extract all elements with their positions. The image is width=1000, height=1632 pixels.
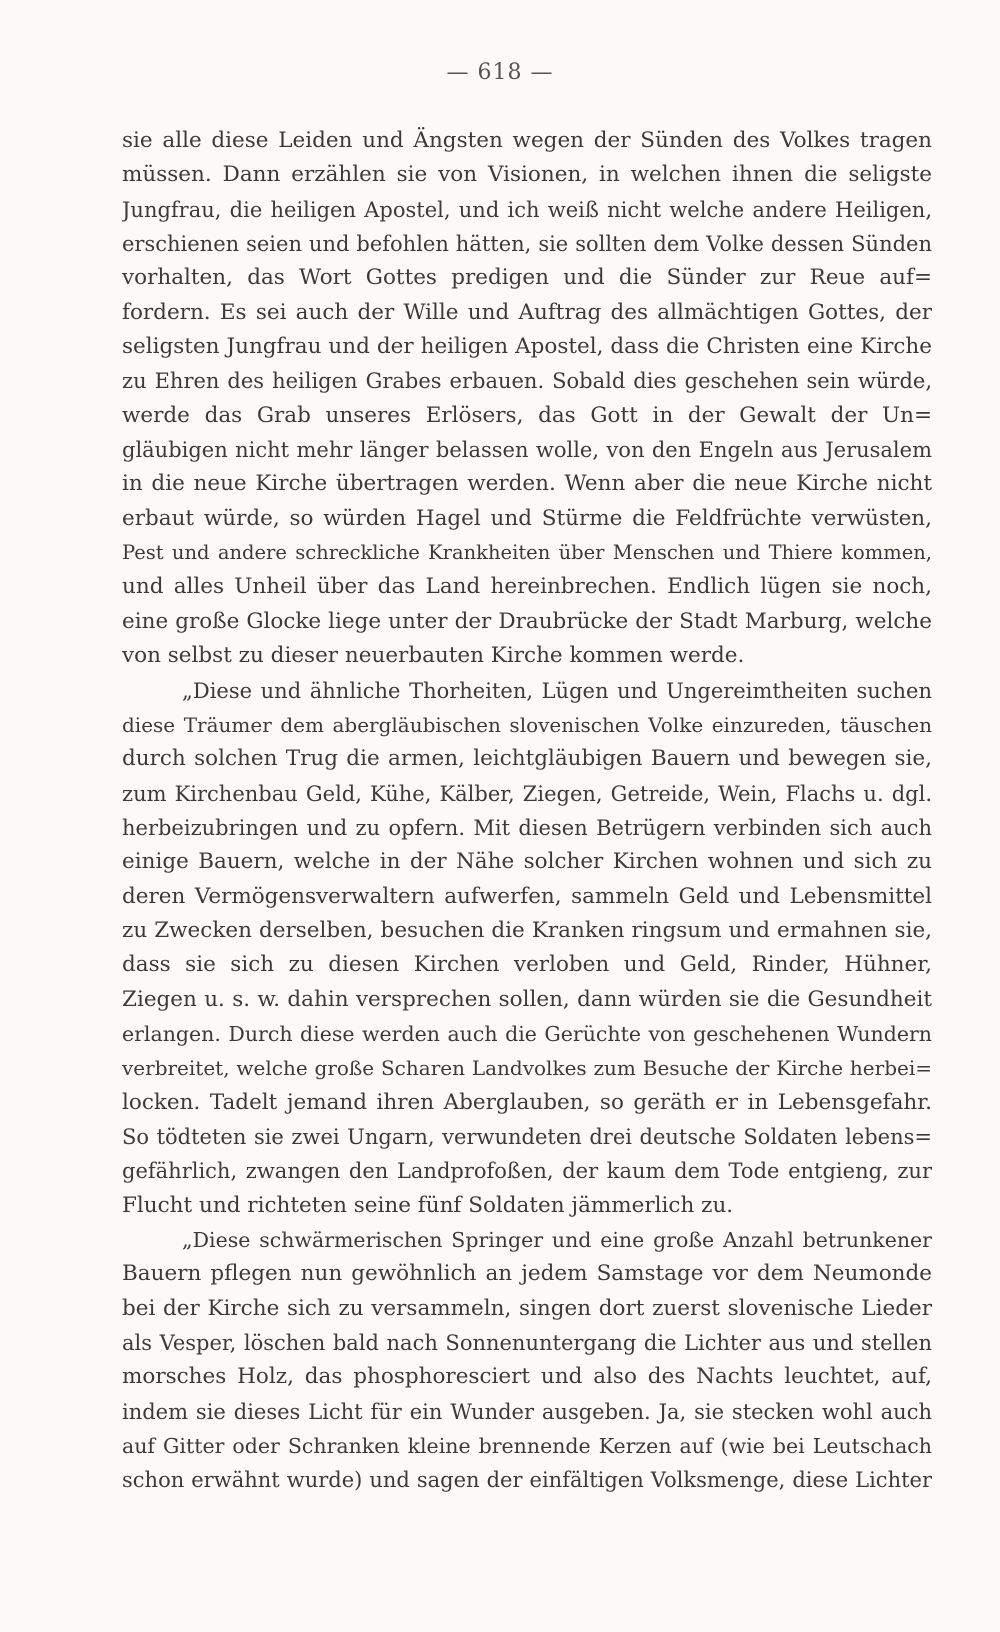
text-line: zu Ehren des heiligen Grabes erbauen. Sobald dies geschehen sein würde,: [122, 369, 932, 394]
text-line: erlangen. Durch diese werden auch die Gerüchte von geschehenen Wundern: [122, 1021, 932, 1046]
text-line: einige Bauern, welche in der Nähe solcher Kirchen wohnen und sich zu: [122, 849, 932, 875]
text-line: eine große Glocke liege unter der Draubrücke der Stadt Marburg, welche: [122, 608, 932, 634]
text-line: herbeizubringen und zu opfern. Mit diesen Betrügern verbinden sich auch: [122, 815, 932, 840]
text-line: erschienen seien und befohlen hätten, sie sollten dem Volke dessen Sünden: [122, 232, 932, 257]
text-line: bei der Kirche sich zu versammeln, singen dort zuerst slovenische Lieder: [122, 1295, 932, 1321]
text-line: erbaut würde, so würden Hagel und Stürme die Feldfrüchte verwüsten,: [122, 505, 932, 531]
text-line: Jungfrau, die heiligen Apostel, und ich weiß nicht welche andere Heiligen,: [122, 197, 932, 222]
text-line: Bauern pflegen nun gewöhnlich an jedem Samstage vor dem Neumonde: [122, 1261, 932, 1287]
text-line: auf Gitter oder Schranken kleine brennende Kerzen auf (wie bei Leutschach: [122, 1434, 932, 1459]
text-line: gefährlich, zwangen den Landprofoßen, der kaum dem Tode entgieng, zur: [122, 1159, 932, 1184]
text-line: schon erwähnt wurde) und sagen der einfältigen Volksmenge, diese Lichter: [122, 1468, 932, 1493]
text-line: vorhalten, das Wort Gottes predigen und die Sünder zur Reue auf=: [122, 265, 932, 291]
paragraph-end-line: von selbst zu dieser neuerbauten Kirche kommen werde.: [122, 643, 745, 669]
paragraph-start-line: „Diese schwärmerischen Springer und eine große Anzahl betrunkener: [182, 1228, 932, 1252]
text-line: verbreitet, welche große Scharen Landvolkes zum Besuche der Kirche herbei=: [122, 1056, 932, 1081]
paragraph-start-line: „Diese und ähnliche Thorheiten, Lügen und Ungereimtheiten suchen: [182, 678, 932, 703]
text-line: So tödteten sie zwei Ungarn, verwundeten drei deutsche Soldaten lebens=: [122, 1124, 932, 1149]
text-line: Pest und andere schreckliche Krankheiten über Menschen und Thiere kommen,: [122, 541, 932, 565]
text-line: in die neue Kirche übertragen werden. Wenn aber die neue Kirche nicht: [122, 471, 932, 497]
text-line: Ziegen u. s. w. dahin versprechen sollen, dann würden sie die Gesundheit: [122, 986, 932, 1012]
text-line: und alles Unheil über das Land hereinbrechen. Endlich lügen sie noch,: [122, 574, 932, 600]
text-line: durch solchen Trug die armen, leichtgläubigen Bauern und bewegen sie,: [122, 746, 932, 772]
text-line: fordern. Es sei auch der Wille und Auftrag des allmächtigen Gottes, der: [122, 299, 932, 325]
text-line: gläubigen nicht mehr länger belassen wolle, von den Engeln aus Jerusalem: [122, 438, 932, 463]
text-line: als Vesper, löschen bald nach Sonnenuntergang die Lichter aus und stellen: [122, 1331, 932, 1356]
text-line: locken. Tadelt jemand ihren Aberglauben, so geräth er in Lebensgefahr.: [122, 1089, 932, 1115]
text-line: diese Träumer dem abergläubischen slovenischen Volke einzureden, täuschen: [122, 712, 932, 737]
text-line: seligsten Jungfrau und der heiligen Apostel, dass die Christen eine Kirche: [122, 334, 932, 360]
page-number: — 618 —: [446, 60, 554, 85]
text-line: deren Vermögensverwaltern aufwerfen, sammeln Geld und Lebensmittel: [122, 883, 932, 909]
text-line: dass sie sich zu diesen Kirchen verloben und Geld, Rinder, Hühner,: [122, 952, 932, 978]
text-line: indem sie dieses Licht für ein Wunder ausgeben. Ja, sie stecken wohl auch: [122, 1399, 932, 1424]
paragraph-end-line: Flucht und richteten seine fünf Soldaten jämmerlich zu.: [122, 1192, 734, 1218]
text-line: sie alle diese Leiden und Ängsten wegen der Sünden des Volkes tragen: [122, 128, 932, 153]
text-line: müssen. Dann erzählen sie von Visionen, in welchen ihnen die seligste: [122, 162, 932, 188]
text-line: zum Kirchenbau Geld, Kühe, Kälber, Ziegen, Getreide, Wein, Flachs u. dgl.: [122, 781, 932, 806]
body-text: [122, 124, 932, 1498]
text-line: zu Zwecken derselben, besuchen die Kranken ringsum und ermahnen sie,: [122, 917, 932, 943]
text-line: werde das Grab unseres Erlösers, das Gott in der Gewalt der Un=: [122, 402, 932, 428]
text-line: morsches Holz, das phosphoresciert und also des Nachts leuchtet, auf,: [122, 1364, 932, 1390]
